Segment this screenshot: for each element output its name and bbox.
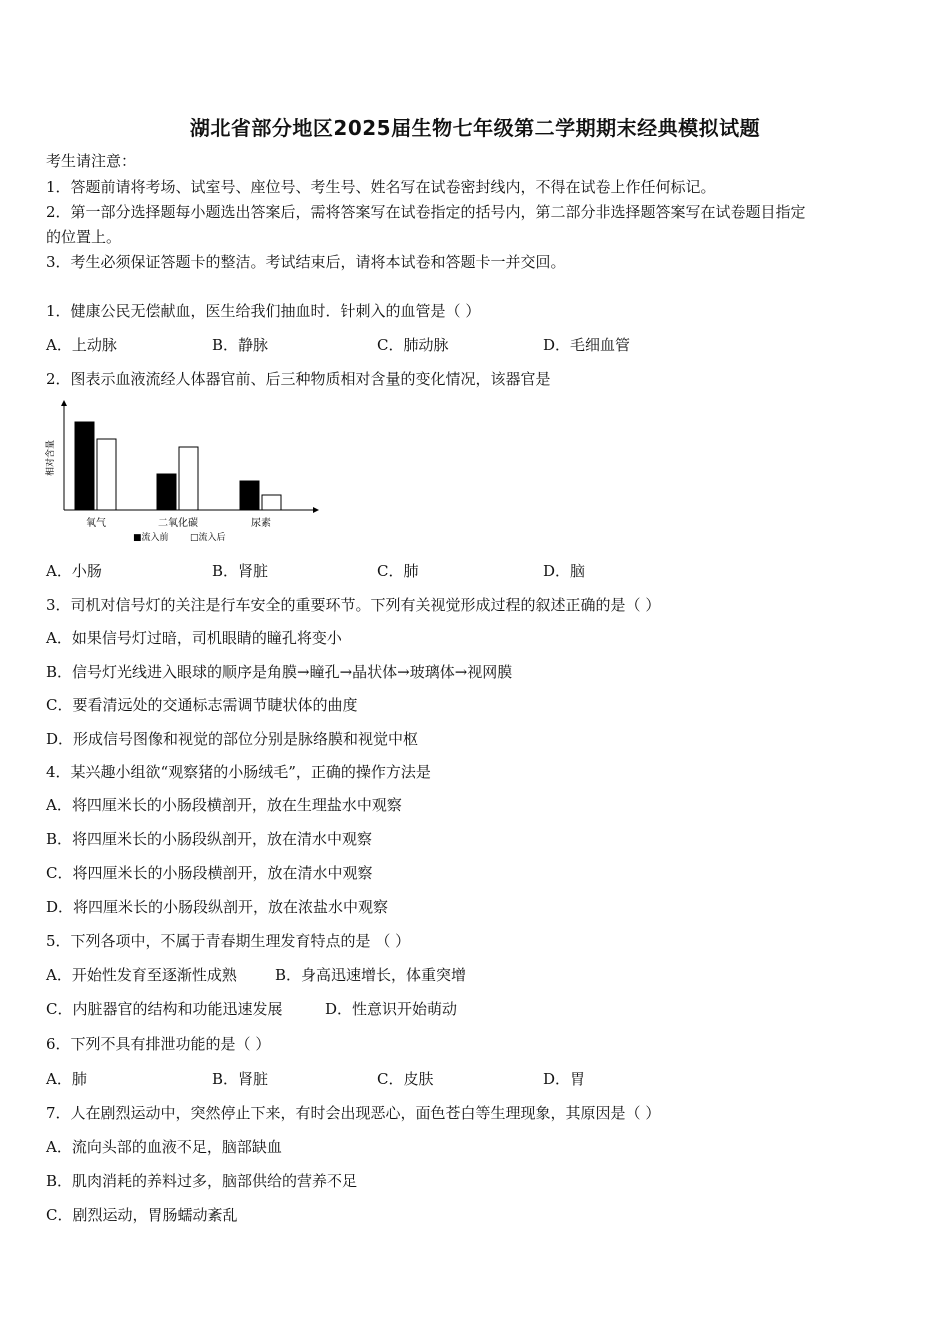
bar-after-0 — [97, 439, 116, 510]
notice-heading: 考生请注意： — [46, 152, 137, 170]
bar-after-1 — [179, 447, 198, 510]
category-label: 氧气 — [86, 518, 106, 529]
category-labels — [86, 516, 271, 529]
question-4-option-b: B．将四厘米长的小肠段纵剖开，放在清水中观察 — [46, 830, 373, 848]
legend-before: ■流入前 — [133, 533, 169, 543]
question-3-option-a: A．如果信号灯过暗，司机眼睛的瞳孔将变小 — [46, 629, 342, 647]
option-c: C．肺动脉 — [377, 336, 449, 354]
question-7-option-c: C．剧烈运动，胃肠蠕动紊乱 — [46, 1206, 238, 1224]
notice-item: 的位置上。 — [46, 228, 122, 246]
category-label: 二氧化碳 — [158, 518, 198, 529]
question-7-option-a: A．流向头部的血液不足，脑部缺血 — [46, 1138, 282, 1156]
option-b: B．静脉 — [212, 336, 269, 354]
question-3-option-d: D．形成信号图像和视觉的部位分别是脉络膜和视觉中枢 — [46, 730, 419, 748]
option-d: D．毛细血管 — [543, 336, 631, 354]
question-7-option-b: B．肌肉消耗的养料过多，脑部供给的营养不足 — [46, 1172, 358, 1190]
option-a: A．上动脉 — [46, 336, 117, 354]
option-b: B．肾脏 — [212, 562, 269, 580]
notice-item: 1．答题前请将考场、试室号、座位号、考生号、姓名写在试卷密封线内，不得在试卷上作任何标记。 — [46, 178, 716, 196]
option-b: B．身高迅速增长，体重突增 — [275, 966, 467, 984]
question-3-option-b: B．信号灯光线进入眼球的顺序是角膜→瞳孔→晶状体→玻璃体→视网膜 — [46, 663, 513, 681]
notice-item: 3．考生必须保证答题卡的整洁。考试结束后，请将本试卷和答题卡一并交回。 — [46, 253, 566, 271]
option-a: A．开始性发育至逐渐性成熟 — [46, 966, 237, 984]
y-axis-label: 相对含量 — [46, 439, 56, 477]
option-a: A．小肠 — [46, 562, 102, 580]
notice-item: 2．第一部分选择题每小题选出答案后，需将答案写在试卷指定的括号内，第二部分非选择题答案写在试卷题目指定 — [46, 203, 806, 221]
question-3-option-c: C．要看清远处的交通标志需调节睫状体的曲度 — [46, 696, 358, 714]
option-d: D．脑 — [543, 562, 586, 580]
question-4-stem: 4．某兴趣小组欲“观察猪的小肠绒毛”，正确的操作方法是 — [46, 763, 431, 781]
question-4-option-a: A．将四厘米长的小肠段横剖开，放在生理盐水中观察 — [46, 796, 402, 814]
category-label: 尿素 — [251, 518, 271, 529]
page-title: 湖北省部分地区2025届生物七年级第二学期期末经典模拟试题 — [189, 116, 761, 140]
question-4-option-d: D．将四厘米长的小肠段纵剖开，放在浓盐水中观察 — [46, 898, 389, 916]
bar-after-2 — [262, 495, 281, 510]
bar-before-1 — [157, 474, 176, 510]
option-a: A．肺 — [46, 1070, 87, 1088]
legend-after: □流入后 — [190, 533, 226, 543]
question-1-stem: 1．健康公民无偿献血，医生给我们抽血时．针刺入的血管是（ ） — [46, 302, 481, 320]
bar-chart — [40, 396, 330, 548]
question-6-stem: 6．下列不具有排泄功能的是（ ） — [46, 1035, 271, 1053]
bars — [75, 422, 281, 510]
option-c: C．皮肤 — [377, 1070, 434, 1088]
option-c: C．肺 — [377, 562, 419, 580]
question-5-stem: 5．下列各项中，不属于青春期生理发育特点的是 （ ） — [46, 932, 411, 950]
question-4-option-c: C．将四厘米长的小肠段横剖开，放在清水中观察 — [46, 864, 373, 882]
question-7-stem: 7．人在剧烈运动中，突然停止下来，有时会出现恶心，面色苍白等生理现象，其原因是（ ） — [46, 1104, 661, 1122]
bar-before-2 — [240, 481, 259, 510]
option-d: D．性意识开始萌动 — [325, 1000, 458, 1018]
option-d: D．胃 — [543, 1070, 586, 1088]
question-2-stem: 2．图表示血液流经人体器官前、后三种物质相对含量的变化情况，该器官是 — [46, 370, 551, 388]
bar-before-0 — [75, 422, 94, 510]
question-3-stem: 3．司机对信号灯的关注是行车安全的重要环节。下列有关视觉形成过程的叙述正确的是（ ） — [46, 596, 661, 614]
option-c: C．内脏器官的结构和功能迅速发展 — [46, 1000, 283, 1018]
option-b: B．肾脏 — [212, 1070, 269, 1088]
